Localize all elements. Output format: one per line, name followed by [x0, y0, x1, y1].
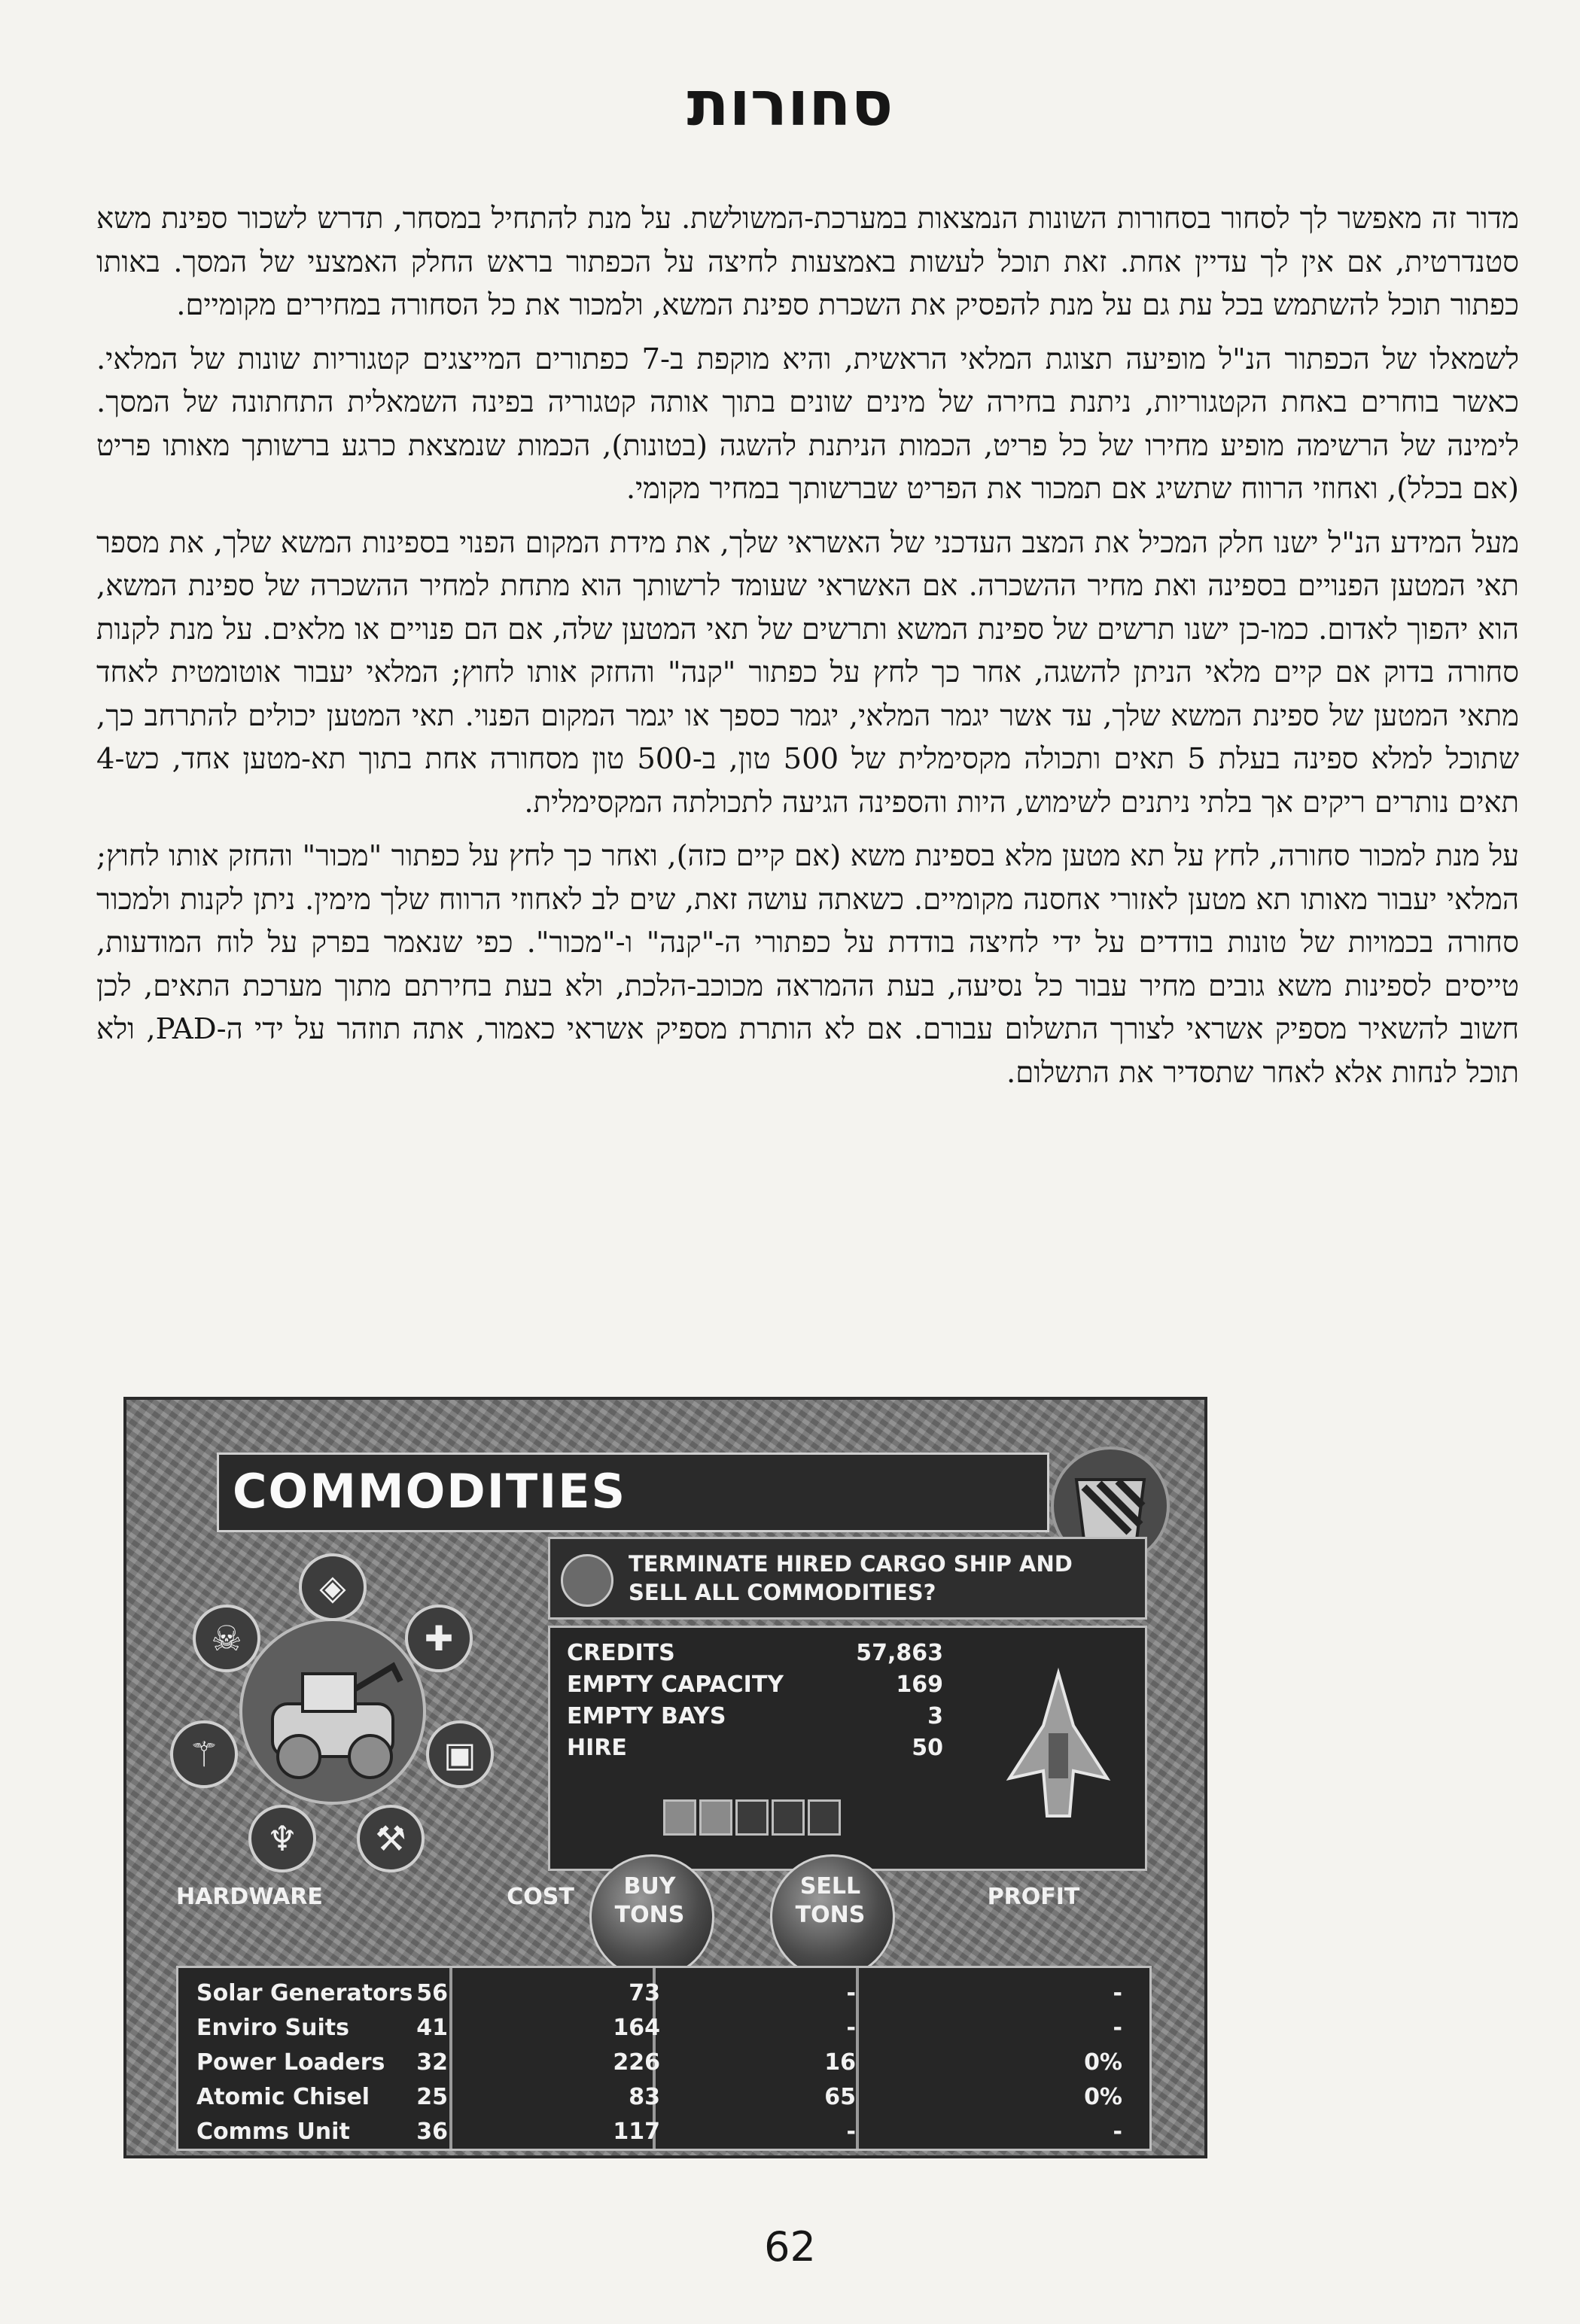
cargo-bay[interactable]	[772, 1799, 805, 1836]
commodities-table	[176, 1966, 1152, 2151]
table-row[interactable]	[178, 2046, 1149, 2081]
planet-icon	[561, 1554, 613, 1607]
paragraph: על מנת למכור סחורה, לחץ על תא מטען מלא בספינת משא (אם קיים כזה), ואחר כך לחץ על כפתור "מכור" והחזק אותו לחוץ; המלאי יעבור מאותו תא מטען לאזורי אחסנה מקומיים. כשאתה עושה זאת, שים לב לאחוזי הרווח שלך מימין. ניתן לקנות ולמכור סחורה בכמויות של טונות בודדים על ידי לחיצה בודדת על כפתורי ה-"קנה" ו-"מכור". כפי שנאמר בפרק על לוח המודעות, טייסים לספינות משא גובים מחיר עבור כל נסיעה, בעת ההמראה מכוכב-הלכת, ולא בעת בחירתם מתוך מערכת התאים, לכן חשוב להשאיר מספיק אשראי לצורך התשלום עבורם. אם לא הותרת מספיק אשראי כאמור, אתה תוזהר על ידי ה-PAD, ולא תוכל לנחות אלא לאחר שתסדיר את התשלום.	[96, 839, 1519, 1090]
cost-header: COST	[507, 1884, 574, 1910]
stat-value: 169	[896, 1672, 943, 1698]
item-cost: 56	[416, 1980, 448, 2006]
empty-capacity-row	[567, 1672, 943, 1702]
category-gem-button[interactable]: ◈	[299, 1553, 367, 1621]
category-header: HARDWARE	[176, 1884, 323, 1910]
stat-label: HIRE	[567, 1735, 627, 1761]
category-skull-button[interactable]: ☠	[193, 1605, 260, 1672]
item-name: Enviro Suits	[196, 2015, 349, 2041]
stat-value: 3	[927, 1703, 943, 1729]
item-profit: -	[1113, 2119, 1122, 2145]
credits-row	[567, 1640, 943, 1670]
article-body	[96, 197, 1519, 1105]
table-row[interactable]	[178, 2012, 1149, 2046]
cargo-bay[interactable]	[699, 1799, 732, 1836]
cargo-bay[interactable]	[663, 1799, 696, 1836]
item-profit: 0%	[1084, 2084, 1122, 2110]
stat-value: 57,863	[856, 1640, 943, 1666]
sell-tons-button[interactable]: SELL TONS	[795, 1873, 866, 1928]
item-buy-tons: 83	[629, 2084, 660, 2110]
stat-label: EMPTY BAYS	[567, 1703, 726, 1729]
hire-row	[567, 1735, 943, 1765]
cargo-ship-icon	[1002, 1665, 1115, 1831]
item-sell-tons: -	[846, 1980, 856, 2006]
category-canister-button[interactable]: ▣	[426, 1720, 494, 1788]
cargo-bay[interactable]	[735, 1799, 769, 1836]
item-sell-tons: 16	[824, 2049, 856, 2076]
item-name: Comms Unit	[196, 2119, 350, 2145]
paragraph: מעל המידע הנ"ל ישנו חלק המכיל את המצב העדכני של האשראי שלך, את מידת המקום הפנוי בספינות המשא שלך, את מספר תאי המטען הפנויים בספינה ואת מחיר ההשכרה. אם האשראי שעומד לרשותך הוא מתחת למחיר ההשכרה של ספינת המשא, הוא יהפוך לאדום. כמו-כן ישנו תרשים של ספינת המשא ותרשים של תאי המטען שלה, אם הם פנויים או מלאים. על מנת לקנות סחורה בדוק אם קיים מלאי הניתן להשגה, אחר כך לחץ על כפתור "קנה" והחזק אותו לחוץ; המלאי יעבור אוטומטית לאחד מתאי המטען של ספינת המשא שלך, עד אשר יגמר המלאי, יגמר כספך או יגמר המקום הפנוי. תאי המטען יכולים להתרחב כך, שתוכל למלא ספינה בעלת 5 תאים ותכולה מקסימלית של 500 טון, ב-500 טון מסחורה אחת בתוך תא-מטען אחד, כש-4 תאים נותרים ריקים אך בלתי ניתנים לשימוש, היות והספינה הגיעה לתכולתה המקסימלית.	[96, 525, 1519, 820]
table-row[interactable]	[178, 1977, 1149, 2012]
item-buy-tons: 117	[613, 2119, 660, 2145]
empty-bays-row	[567, 1703, 943, 1733]
commodities-title: COMMODITIES	[233, 1464, 627, 1519]
item-cost: 32	[416, 2049, 448, 2076]
stat-label: EMPTY CAPACITY	[567, 1672, 784, 1698]
table-row[interactable]	[178, 2081, 1149, 2116]
category-medical-button[interactable]: ✚	[405, 1605, 473, 1672]
stat-value: 50	[912, 1735, 943, 1761]
cargo-bay[interactable]	[808, 1799, 841, 1836]
cargo-status-panel	[548, 1626, 1147, 1871]
paragraph: מדור זה מאפשר לך לסחור בסחורות השונות הנמצאות במערכת-המשולשת. על מנת להתחיל במסחר, תדרש לשכור ספינת משא סטנדרטית, אם אין לך עדיין אחת. זאת תוכל לעשות באמצעות לחיצה על הכפתור בראש החלק האמצעי של המסך. באותו כפתור תוכל להשתמש בכל עת גם על מנת להפסיק את השכרת ספינת המשא, ולמכור את כל הסחורה במחירים מקומיים.	[96, 202, 1519, 322]
item-profit: -	[1113, 1980, 1122, 2006]
item-sell-tons: -	[846, 2015, 856, 2041]
item-profit: 0%	[1084, 2049, 1122, 2076]
item-cost: 41	[416, 2015, 448, 2041]
terminate-hire-label: TERMINATE HIRED CARGO SHIP AND SELL ALL COMMODITIES?	[629, 1551, 1073, 1605]
item-buy-tons: 164	[613, 2015, 660, 2041]
item-name: Atomic Chisel	[196, 2084, 370, 2110]
terminate-hire-button[interactable]	[548, 1537, 1147, 1620]
table-row[interactable]	[178, 2116, 1149, 2150]
commodities-screenshot	[123, 1397, 1207, 2158]
buy-tons-button[interactable]: BUY TONS	[614, 1873, 685, 1928]
inventory-display	[239, 1618, 426, 1805]
item-sell-tons: 65	[824, 2084, 856, 2110]
category-plant-button[interactable]: ⚚	[170, 1720, 238, 1788]
commodities-title-bar	[217, 1452, 1049, 1532]
item-sell-tons: -	[846, 2119, 856, 2145]
category-hub	[179, 1558, 480, 1859]
item-buy-tons: 73	[629, 1980, 660, 2006]
category-glass-button[interactable]: ♆	[248, 1805, 316, 1872]
item-name: Solar Generators	[196, 1980, 413, 2006]
profit-header: PROFIT	[987, 1884, 1080, 1910]
cargo-bays	[663, 1799, 844, 1834]
item-cost: 25	[416, 2084, 448, 2110]
page-title: סחורות	[686, 68, 894, 140]
item-profit: -	[1113, 2015, 1122, 2041]
category-wrench-button[interactable]: ⚒	[357, 1805, 425, 1872]
paragraph: לשמאלו של הכפתור הנ"ל מופיעה תצוגת המלאי הראשית, והיא מוקפת ב-7 כפתורים המייצגים קטגוריות שונות של המלאי. כאשר בוחרים באחת הקטגוריות, ניתנת בחירה של מינים שונים בתוך אותה קטגוריה בפינה השמאלית התחתונה של המסך. לימינה של הרשימה מופיע מחירו של כל פריט, הכמות הניתנת להשגה (בטונות), הכמות שנמצאת כרגע ברשותך מאותו פריט (אם בכלל), ואחוזי הרווח שתשיג אם תמכור את הפריט שברשותך במחיר מקומי.	[96, 342, 1519, 506]
stat-label: CREDITS	[567, 1640, 675, 1666]
item-buy-tons: 226	[613, 2049, 660, 2076]
page-number: 62	[764, 2223, 816, 2271]
item-name: Power Loaders	[196, 2049, 385, 2076]
item-cost: 36	[416, 2119, 448, 2145]
